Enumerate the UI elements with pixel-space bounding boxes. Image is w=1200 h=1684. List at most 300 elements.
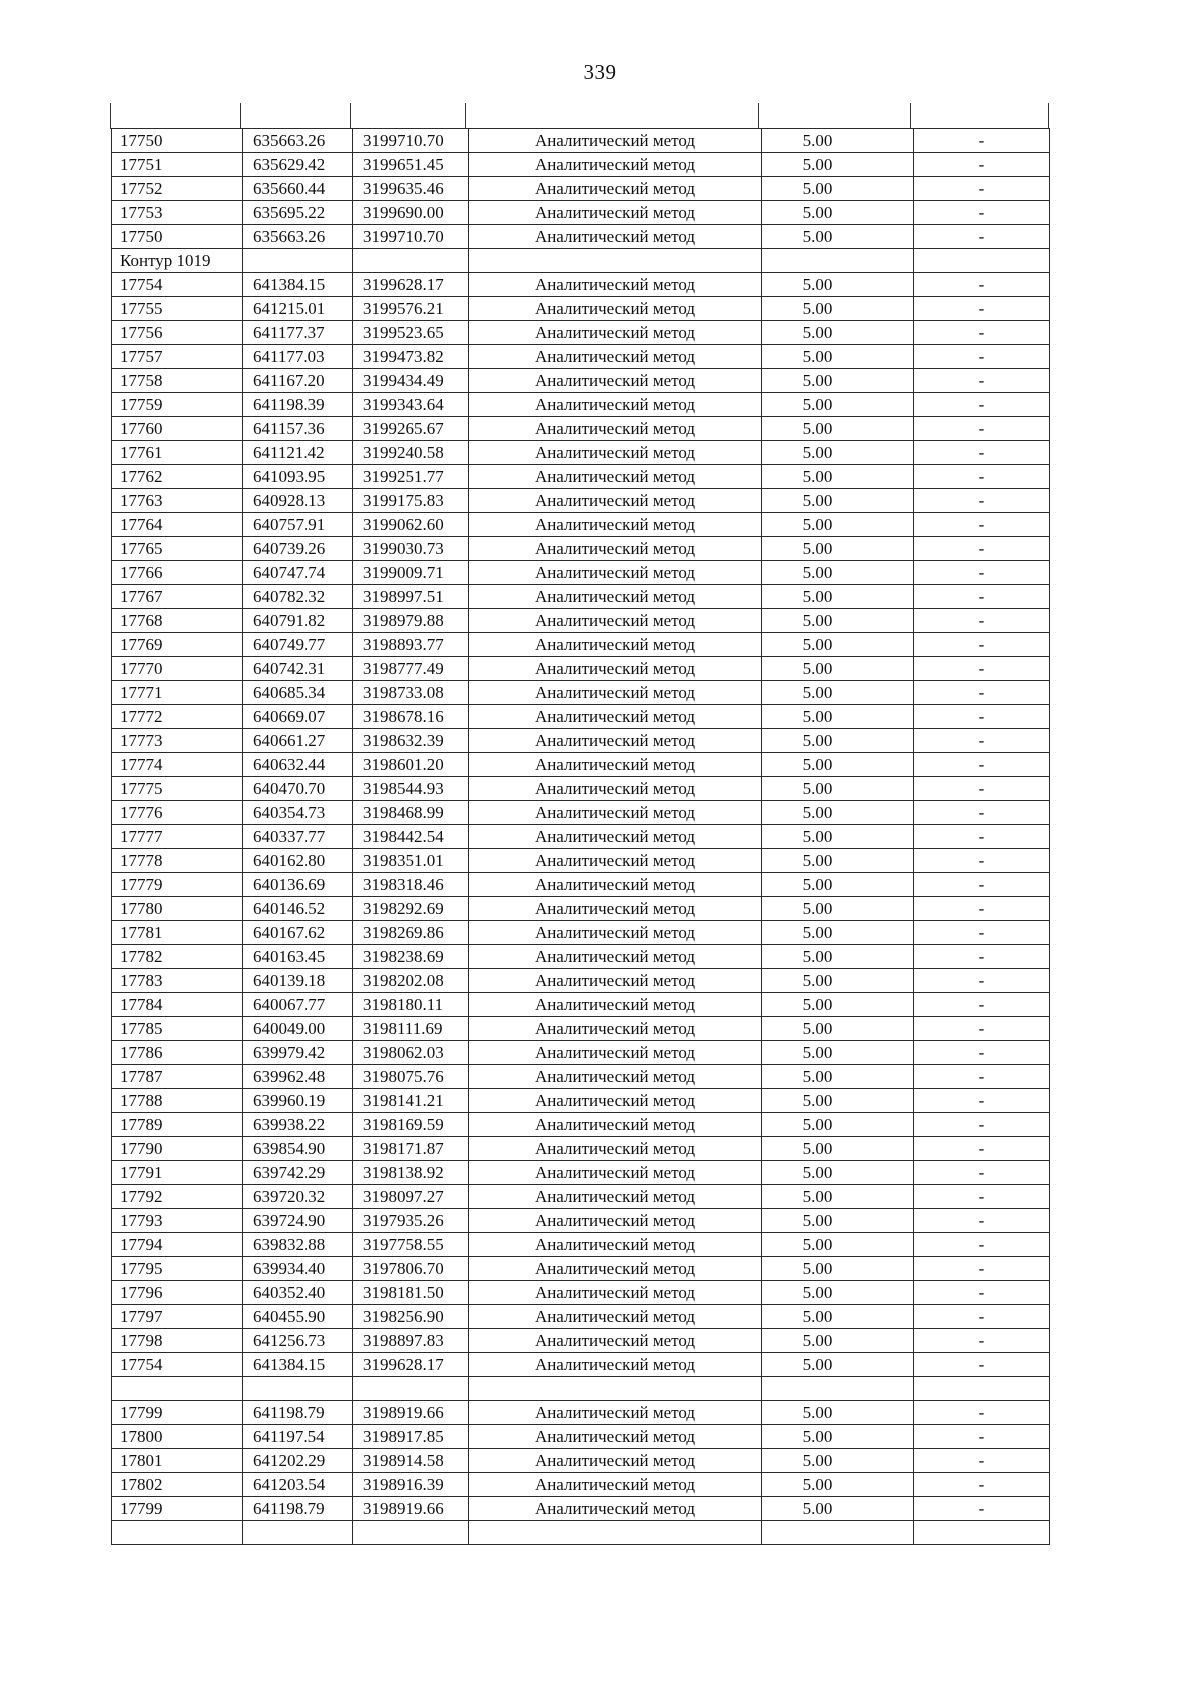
table-row <box>112 1233 1050 1257</box>
y-coordinate-cell: 3198202.08 <box>353 969 469 993</box>
x-coordinate-cell: 640791.82 <box>243 609 353 633</box>
x-coordinate-cell: 635695.22 <box>243 201 353 225</box>
table-row <box>112 1305 1050 1329</box>
point-id-cell: 17778 <box>112 849 243 873</box>
x-coordinate-cell: 640470.70 <box>243 777 353 801</box>
accuracy-cell: 5.00 <box>762 177 914 201</box>
x-coordinate-cell: 641256.73 <box>243 1329 353 1353</box>
table-row <box>112 489 1050 513</box>
point-id-cell: 17754 <box>112 273 243 297</box>
method-cell: Аналитический метод <box>469 489 762 513</box>
table-row <box>112 1041 1050 1065</box>
y-coordinate-cell: 3199434.49 <box>353 369 469 393</box>
dash-cell: - <box>914 849 1050 873</box>
x-coordinate-cell: 640757.91 <box>243 513 353 537</box>
method-cell: Аналитический метод <box>469 1257 762 1281</box>
accuracy-cell: 5.00 <box>762 1017 914 1041</box>
y-coordinate-cell: 3199343.64 <box>353 393 469 417</box>
accuracy-cell: 5.00 <box>762 633 914 657</box>
method-cell: Аналитический метод <box>469 1425 762 1449</box>
x-coordinate-cell: 641121.42 <box>243 441 353 465</box>
table-row <box>112 129 1050 153</box>
x-coordinate-cell: 641202.29 <box>243 1449 353 1473</box>
dash-cell: - <box>914 585 1050 609</box>
table-row <box>112 849 1050 873</box>
table-row <box>112 153 1050 177</box>
dash-cell: - <box>914 1257 1050 1281</box>
accuracy-cell: 5.00 <box>762 225 914 249</box>
x-coordinate-cell: 640685.34 <box>243 681 353 705</box>
y-coordinate-cell: 3198269.86 <box>353 921 469 945</box>
point-id-cell: 17769 <box>112 633 243 657</box>
y-coordinate-cell: 3199628.17 <box>353 1353 469 1377</box>
table-row <box>112 1401 1050 1425</box>
table-row <box>112 1497 1050 1521</box>
dash-cell: - <box>914 1425 1050 1449</box>
accuracy-cell: 5.00 <box>762 345 914 369</box>
empty-cell <box>914 1377 1050 1401</box>
empty-cell <box>469 249 762 273</box>
y-coordinate-cell: 3198318.46 <box>353 873 469 897</box>
y-coordinate-cell: 3198897.83 <box>353 1329 469 1353</box>
accuracy-cell: 5.00 <box>762 1161 914 1185</box>
dash-cell: - <box>914 1353 1050 1377</box>
method-cell: Аналитический метод <box>469 273 762 297</box>
y-coordinate-cell: 3199062.60 <box>353 513 469 537</box>
method-cell: Аналитический метод <box>469 369 762 393</box>
y-coordinate-cell: 3198914.58 <box>353 1449 469 1473</box>
accuracy-cell: 5.00 <box>762 201 914 225</box>
x-coordinate-cell: 640162.80 <box>243 849 353 873</box>
method-cell: Аналитический метод <box>469 1281 762 1305</box>
page-number: 339 <box>583 60 617 84</box>
accuracy-cell: 5.00 <box>762 969 914 993</box>
x-coordinate-cell: 641198.79 <box>243 1401 353 1425</box>
accuracy-cell: 5.00 <box>762 393 914 417</box>
accuracy-cell: 5.00 <box>762 1305 914 1329</box>
y-coordinate-cell: 3199473.82 <box>353 345 469 369</box>
accuracy-cell: 5.00 <box>762 417 914 441</box>
table-row <box>112 201 1050 225</box>
method-cell: Аналитический метод <box>469 393 762 417</box>
accuracy-cell: 5.00 <box>762 873 914 897</box>
method-cell: Аналитический метод <box>469 1113 762 1137</box>
table-row <box>112 1209 1050 1233</box>
y-coordinate-cell: 3199651.45 <box>353 153 469 177</box>
dash-cell: - <box>914 633 1050 657</box>
y-coordinate-cell: 3199251.77 <box>353 465 469 489</box>
contour-label: Контур 1019 <box>112 249 243 273</box>
empty-cell <box>762 1377 914 1401</box>
accuracy-cell: 5.00 <box>762 777 914 801</box>
y-coordinate-cell: 3199523.65 <box>353 321 469 345</box>
accuracy-cell: 5.00 <box>762 585 914 609</box>
method-cell: Аналитический метод <box>469 585 762 609</box>
dash-cell: - <box>914 1401 1050 1425</box>
point-id-cell: 17784 <box>112 993 243 1017</box>
accuracy-cell: 5.00 <box>762 129 914 153</box>
accuracy-cell: 5.00 <box>762 897 914 921</box>
dash-cell: - <box>914 345 1050 369</box>
table-row <box>112 537 1050 561</box>
point-id-cell: 17756 <box>112 321 243 345</box>
dash-cell: - <box>914 513 1050 537</box>
y-coordinate-cell: 3198917.85 <box>353 1425 469 1449</box>
method-cell: Аналитический метод <box>469 1305 762 1329</box>
table-row <box>112 1257 1050 1281</box>
table-row <box>112 945 1050 969</box>
table-row <box>112 561 1050 585</box>
point-id-cell: 17751 <box>112 153 243 177</box>
x-coordinate-cell: 641157.36 <box>243 417 353 441</box>
dash-cell: - <box>914 873 1050 897</box>
y-coordinate-cell: 3199710.70 <box>353 129 469 153</box>
accuracy-cell: 5.00 <box>762 513 914 537</box>
dash-cell: - <box>914 489 1050 513</box>
point-id-cell: 17750 <box>112 225 243 249</box>
point-id-cell: 17801 <box>112 1449 243 1473</box>
y-coordinate-cell: 3198181.50 <box>353 1281 469 1305</box>
method-cell: Аналитический метод <box>469 681 762 705</box>
empty-cell <box>353 249 469 273</box>
dash-cell: - <box>914 681 1050 705</box>
y-coordinate-cell: 3198997.51 <box>353 585 469 609</box>
dash-cell: - <box>914 1089 1050 1113</box>
table-row <box>112 801 1050 825</box>
empty-cell <box>762 1521 914 1545</box>
dash-cell: - <box>914 969 1050 993</box>
x-coordinate-cell: 641215.01 <box>243 297 353 321</box>
dash-cell: - <box>914 945 1050 969</box>
table-row <box>112 729 1050 753</box>
x-coordinate-cell: 639979.42 <box>243 1041 353 1065</box>
point-id-cell: 17780 <box>112 897 243 921</box>
dash-cell: - <box>914 1041 1050 1065</box>
table-row <box>112 585 1050 609</box>
table-row <box>112 609 1050 633</box>
point-id-cell: 17763 <box>112 489 243 513</box>
y-coordinate-cell: 3198062.03 <box>353 1041 469 1065</box>
blank-row <box>112 1377 1050 1401</box>
point-id-cell: 17773 <box>112 729 243 753</box>
empty-cell <box>469 1377 762 1401</box>
method-cell: Аналитический метод <box>469 465 762 489</box>
dash-cell: - <box>914 1113 1050 1137</box>
table-row <box>112 1017 1050 1041</box>
table-row <box>112 465 1050 489</box>
x-coordinate-cell: 640782.32 <box>243 585 353 609</box>
x-coordinate-cell: 640167.62 <box>243 921 353 945</box>
accuracy-cell: 5.00 <box>762 705 914 729</box>
point-id-cell: 17766 <box>112 561 243 585</box>
method-cell: Аналитический метод <box>469 633 762 657</box>
method-cell: Аналитический метод <box>469 1473 762 1497</box>
table-row <box>112 345 1050 369</box>
x-coordinate-cell: 640747.74 <box>243 561 353 585</box>
accuracy-cell: 5.00 <box>762 1041 914 1065</box>
dash-cell: - <box>914 705 1050 729</box>
y-coordinate-cell: 3198601.20 <box>353 753 469 777</box>
dash-cell: - <box>914 1233 1050 1257</box>
dash-cell: - <box>914 177 1050 201</box>
method-cell: Аналитический метод <box>469 1089 762 1113</box>
dash-cell: - <box>914 537 1050 561</box>
table-row <box>112 993 1050 1017</box>
method-cell: Аналитический метод <box>469 849 762 873</box>
table-row <box>112 1473 1050 1497</box>
y-coordinate-cell: 3198777.49 <box>353 657 469 681</box>
table-row <box>112 681 1050 705</box>
x-coordinate-cell: 641167.20 <box>243 369 353 393</box>
table-row <box>112 753 1050 777</box>
point-id-cell: 17750 <box>112 129 243 153</box>
empty-cell <box>353 1521 469 1545</box>
y-coordinate-cell: 3199576.21 <box>353 297 469 321</box>
method-cell: Аналитический метод <box>469 417 762 441</box>
table-row <box>112 177 1050 201</box>
x-coordinate-cell: 641177.03 <box>243 345 353 369</box>
point-id-cell: 17795 <box>112 1257 243 1281</box>
x-coordinate-cell: 635663.26 <box>243 129 353 153</box>
point-id-cell: 17755 <box>112 297 243 321</box>
method-cell: Аналитический метод <box>469 993 762 1017</box>
method-cell: Аналитический метод <box>469 537 762 561</box>
method-cell: Аналитический метод <box>469 561 762 585</box>
accuracy-cell: 5.00 <box>762 801 914 825</box>
y-coordinate-cell: 3198916.39 <box>353 1473 469 1497</box>
accuracy-cell: 5.00 <box>762 441 914 465</box>
table-row <box>112 417 1050 441</box>
y-coordinate-cell: 3197806.70 <box>353 1257 469 1281</box>
dash-cell: - <box>914 273 1050 297</box>
x-coordinate-cell: 640661.27 <box>243 729 353 753</box>
dash-cell: - <box>914 393 1050 417</box>
table-row <box>112 873 1050 897</box>
method-cell: Аналитический метод <box>469 177 762 201</box>
table-row <box>112 633 1050 657</box>
accuracy-cell: 5.00 <box>762 1449 914 1473</box>
y-coordinate-cell: 3199628.17 <box>353 273 469 297</box>
method-cell: Аналитический метод <box>469 345 762 369</box>
x-coordinate-cell: 641203.54 <box>243 1473 353 1497</box>
coordinates-table <box>111 128 1050 1545</box>
accuracy-cell: 5.00 <box>762 297 914 321</box>
method-cell: Аналитический метод <box>469 1161 762 1185</box>
x-coordinate-cell: 635629.42 <box>243 153 353 177</box>
method-cell: Аналитический метод <box>469 729 762 753</box>
accuracy-cell: 5.00 <box>762 729 914 753</box>
point-id-cell: 17787 <box>112 1065 243 1089</box>
accuracy-cell: 5.00 <box>762 537 914 561</box>
x-coordinate-cell: 641384.15 <box>243 1353 353 1377</box>
x-coordinate-cell: 639938.22 <box>243 1113 353 1137</box>
table-row <box>112 1281 1050 1305</box>
point-id-cell: 17754 <box>112 1353 243 1377</box>
dash-cell: - <box>914 657 1050 681</box>
method-cell: Аналитический метод <box>469 201 762 225</box>
method-cell: Аналитический метод <box>469 1137 762 1161</box>
dash-cell: - <box>914 369 1050 393</box>
dash-cell: - <box>914 297 1050 321</box>
table-row <box>112 1185 1050 1209</box>
y-coordinate-cell: 3198238.69 <box>353 945 469 969</box>
dash-cell: - <box>914 801 1050 825</box>
dash-cell: - <box>914 777 1050 801</box>
empty-cell <box>469 1521 762 1545</box>
x-coordinate-cell: 640067.77 <box>243 993 353 1017</box>
x-coordinate-cell: 640739.26 <box>243 537 353 561</box>
point-id-cell: 17761 <box>112 441 243 465</box>
dash-cell: - <box>914 1065 1050 1089</box>
dash-cell: - <box>914 321 1050 345</box>
method-cell: Аналитический метод <box>469 753 762 777</box>
accuracy-cell: 5.00 <box>762 273 914 297</box>
dash-cell: - <box>914 753 1050 777</box>
dash-cell: - <box>914 129 1050 153</box>
x-coordinate-cell: 640749.77 <box>243 633 353 657</box>
dash-cell: - <box>914 1305 1050 1329</box>
accuracy-cell: 5.00 <box>762 1473 914 1497</box>
accuracy-cell: 5.00 <box>762 1425 914 1449</box>
empty-cell <box>112 1377 243 1401</box>
point-id-cell: 17782 <box>112 945 243 969</box>
y-coordinate-cell: 3198256.90 <box>353 1305 469 1329</box>
point-id-cell: 17783 <box>112 969 243 993</box>
table-row <box>112 921 1050 945</box>
y-coordinate-cell: 3198919.66 <box>353 1497 469 1521</box>
y-coordinate-cell: 3198171.87 <box>353 1137 469 1161</box>
accuracy-cell: 5.00 <box>762 465 914 489</box>
accuracy-cell: 5.00 <box>762 1497 914 1521</box>
y-coordinate-cell: 3197758.55 <box>353 1233 469 1257</box>
x-coordinate-cell: 640742.31 <box>243 657 353 681</box>
accuracy-cell: 5.00 <box>762 609 914 633</box>
y-coordinate-cell: 3198919.66 <box>353 1401 469 1425</box>
table-row <box>112 297 1050 321</box>
y-coordinate-cell: 3198442.54 <box>353 825 469 849</box>
x-coordinate-cell: 639962.48 <box>243 1065 353 1089</box>
dash-cell: - <box>914 465 1050 489</box>
x-coordinate-cell: 639724.90 <box>243 1209 353 1233</box>
point-id-cell: 17758 <box>112 369 243 393</box>
accuracy-cell: 5.00 <box>762 945 914 969</box>
point-id-cell: 17781 <box>112 921 243 945</box>
accuracy-cell: 5.00 <box>762 681 914 705</box>
x-coordinate-cell: 635663.26 <box>243 225 353 249</box>
method-cell: Аналитический метод <box>469 1401 762 1425</box>
point-id-cell: 17791 <box>112 1161 243 1185</box>
point-id-cell: 17786 <box>112 1041 243 1065</box>
accuracy-cell: 5.00 <box>762 489 914 513</box>
accuracy-cell: 5.00 <box>762 1089 914 1113</box>
method-cell: Аналитический метод <box>469 705 762 729</box>
empty-cell <box>353 1377 469 1401</box>
accuracy-cell: 5.00 <box>762 321 914 345</box>
point-id-cell: 17790 <box>112 1137 243 1161</box>
point-id-cell: 17799 <box>112 1497 243 1521</box>
x-coordinate-cell: 635660.44 <box>243 177 353 201</box>
table-row <box>112 513 1050 537</box>
point-id-cell: 17793 <box>112 1209 243 1233</box>
x-coordinate-cell: 641093.95 <box>243 465 353 489</box>
y-coordinate-cell: 3198180.11 <box>353 993 469 1017</box>
empty-cell <box>243 249 353 273</box>
dash-cell: - <box>914 1281 1050 1305</box>
y-coordinate-cell: 3199175.83 <box>353 489 469 513</box>
y-coordinate-cell: 3198111.69 <box>353 1017 469 1041</box>
accuracy-cell: 5.00 <box>762 1353 914 1377</box>
accuracy-cell: 5.00 <box>762 921 914 945</box>
table-row <box>112 825 1050 849</box>
x-coordinate-cell: 640146.52 <box>243 897 353 921</box>
accuracy-cell: 5.00 <box>762 1401 914 1425</box>
point-id-cell: 17774 <box>112 753 243 777</box>
method-cell: Аналитический метод <box>469 609 762 633</box>
table-row <box>112 441 1050 465</box>
method-cell: Аналитический метод <box>469 945 762 969</box>
y-coordinate-cell: 3199635.46 <box>353 177 469 201</box>
x-coordinate-cell: 640669.07 <box>243 705 353 729</box>
dash-cell: - <box>914 609 1050 633</box>
method-cell: Аналитический метод <box>469 1065 762 1089</box>
method-cell: Аналитический метод <box>469 1497 762 1521</box>
point-id-cell: 17764 <box>112 513 243 537</box>
dash-cell: - <box>914 201 1050 225</box>
dash-cell: - <box>914 897 1050 921</box>
accuracy-cell: 5.00 <box>762 1185 914 1209</box>
point-id-cell: 17776 <box>112 801 243 825</box>
x-coordinate-cell: 639854.90 <box>243 1137 353 1161</box>
y-coordinate-cell: 3198893.77 <box>353 633 469 657</box>
x-coordinate-cell: 641197.54 <box>243 1425 353 1449</box>
dash-cell: - <box>914 1497 1050 1521</box>
point-id-cell: 17797 <box>112 1305 243 1329</box>
contour-header-row <box>112 249 1050 273</box>
table-row <box>112 969 1050 993</box>
point-id-cell: 17796 <box>112 1281 243 1305</box>
x-coordinate-cell: 640139.18 <box>243 969 353 993</box>
point-id-cell: 17772 <box>112 705 243 729</box>
method-cell: Аналитический метод <box>469 513 762 537</box>
point-id-cell: 17767 <box>112 585 243 609</box>
x-coordinate-cell: 639720.32 <box>243 1185 353 1209</box>
dash-cell: - <box>914 1449 1050 1473</box>
accuracy-cell: 5.00 <box>762 1281 914 1305</box>
table-row <box>112 657 1050 681</box>
dash-cell: - <box>914 1137 1050 1161</box>
accuracy-cell: 5.00 <box>762 825 914 849</box>
point-id-cell: 17768 <box>112 609 243 633</box>
y-coordinate-cell: 3199240.58 <box>353 441 469 465</box>
dash-cell: - <box>914 921 1050 945</box>
y-coordinate-cell: 3198169.59 <box>353 1113 469 1137</box>
method-cell: Аналитический метод <box>469 873 762 897</box>
point-id-cell: 17792 <box>112 1185 243 1209</box>
y-coordinate-cell: 3198351.01 <box>353 849 469 873</box>
point-id-cell: 17757 <box>112 345 243 369</box>
coordinates-table-body <box>112 129 1050 1545</box>
empty-cell <box>914 1521 1050 1545</box>
method-cell: Аналитический метод <box>469 921 762 945</box>
dash-cell: - <box>914 153 1050 177</box>
empty-cell <box>914 249 1050 273</box>
dash-cell: - <box>914 1185 1050 1209</box>
y-coordinate-cell: 3197935.26 <box>353 1209 469 1233</box>
y-coordinate-cell: 3198544.93 <box>353 777 469 801</box>
table-header-column-dividers <box>110 103 1050 129</box>
method-cell: Аналитический метод <box>469 1233 762 1257</box>
point-id-cell: 17770 <box>112 657 243 681</box>
